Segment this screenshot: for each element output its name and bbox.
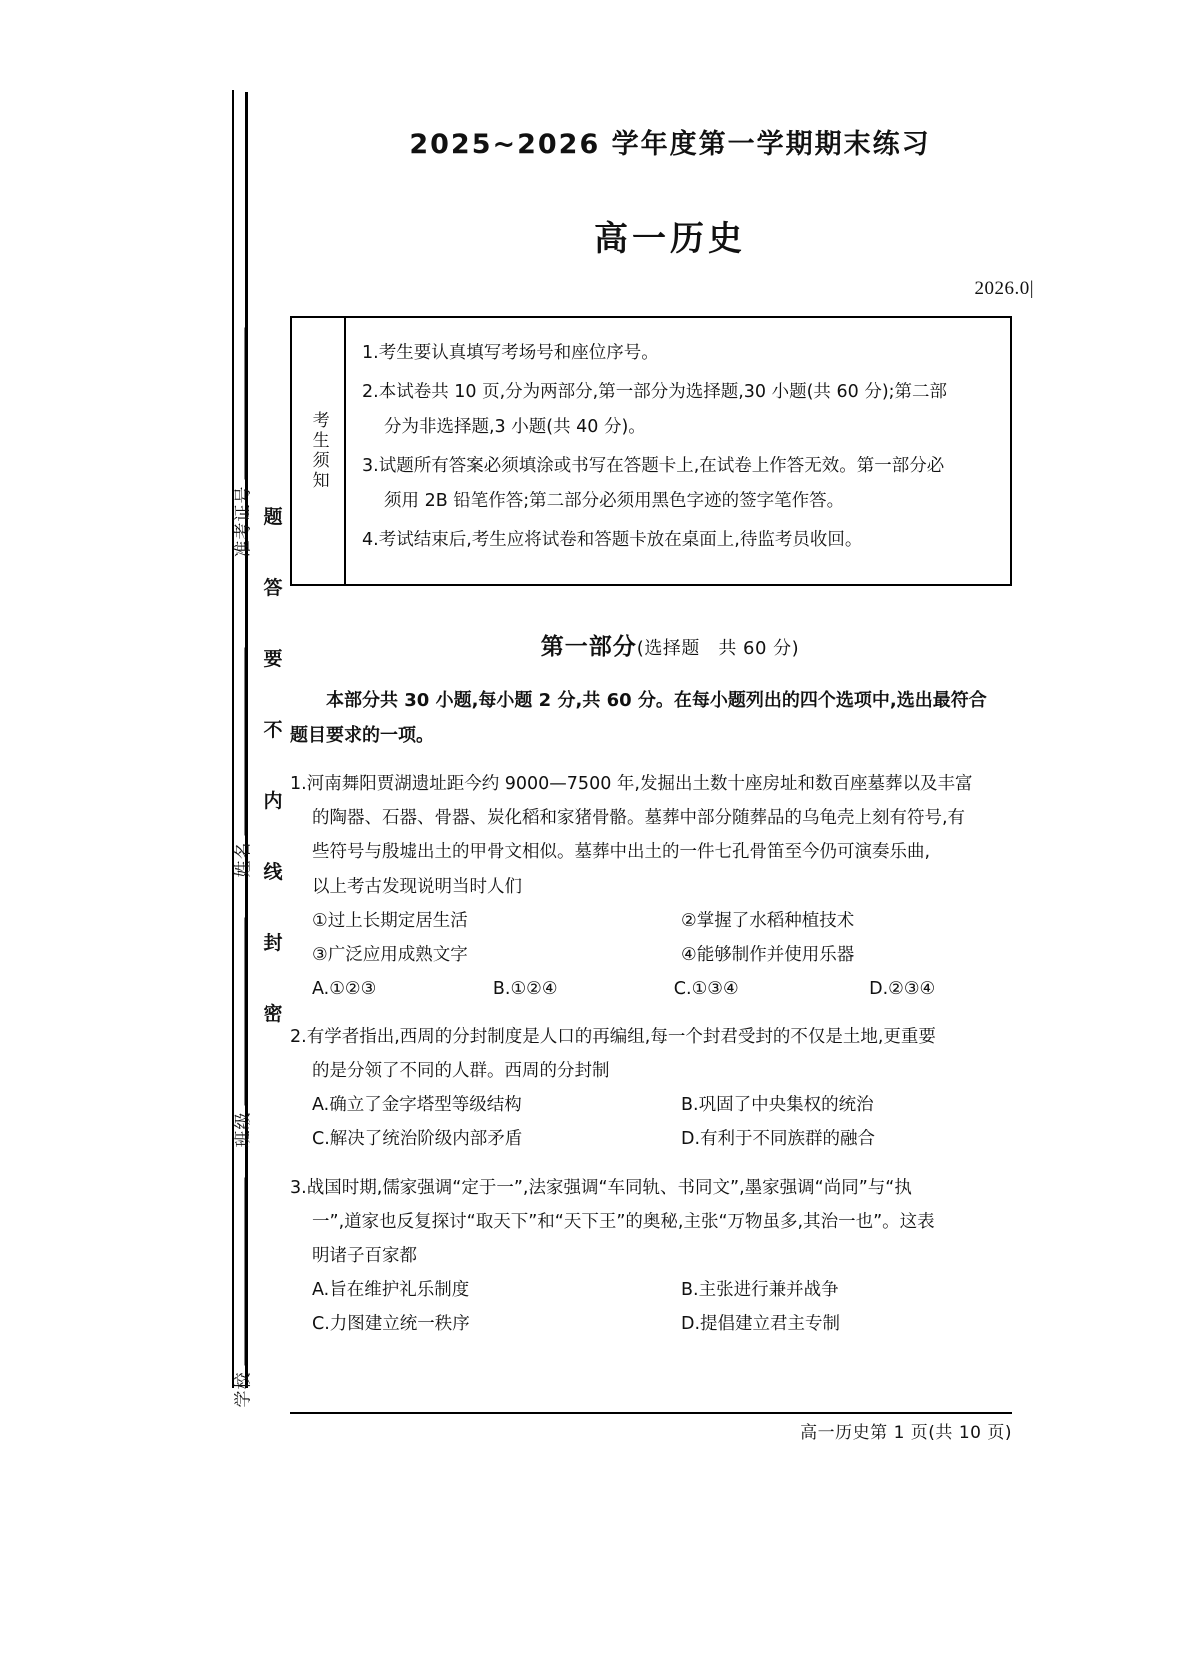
page-footer <box>290 1412 1012 1443</box>
field-label-student-name: 姓名 <box>233 841 254 878</box>
question-2 <box>290 1020 1050 1157</box>
field-label-class: 班级 <box>233 1111 254 1148</box>
notice-item-line: 1.考生要认真填写考场号和座位序号。 <box>362 343 659 363</box>
seal-line-sidebar <box>150 90 283 1408</box>
part-one-heading <box>290 628 1050 661</box>
notice-item-line: 须用 2B 铅笔作答;第二部分必须用黑色字迹的签字笔作答。 <box>384 491 845 511</box>
question-1-statements-row-1 <box>290 904 1050 938</box>
notice-item <box>362 449 1000 519</box>
notice-label-text: 考生须知 <box>308 411 329 491</box>
choice-c[interactable]: C.解决了统治阶级内部矛盾 <box>312 1129 523 1150</box>
choice-b[interactable]: B.主张进行兼并战争 <box>681 1279 839 1300</box>
stem-line: 2.有学者指出,西周的分封制度是人口的再编组,每一个封君受封的不仅是土地,更重要 <box>290 1027 936 1048</box>
seal-char: 封 <box>263 932 283 954</box>
field-label-school: 学校 <box>233 1371 254 1408</box>
stem-line: 明诸子百家都 <box>312 1245 417 1266</box>
question-1-statements-row-2 <box>290 938 1050 972</box>
question-3-choices-row-2 <box>290 1307 1050 1341</box>
exam-date: 2026.0| <box>974 278 1034 299</box>
stem-line: 3.战国时期,儒家强调“定于一”,法家强调“车同轨、书同文”,墨家强调“尚同”与“执 <box>290 1177 912 1198</box>
notice-item <box>362 523 1000 558</box>
seal-char: 线 <box>263 861 283 883</box>
choice-c[interactable]: C.①③④ <box>673 978 739 999</box>
stem-line: 的是分领了不同的人群。西周的分封制 <box>312 1061 610 1082</box>
question-3-choices-row-1 <box>290 1273 1050 1307</box>
choice-a[interactable]: A.确立了金字塔型等级结构 <box>312 1095 522 1116</box>
question-2-stem <box>290 1020 1050 1088</box>
field-student-name <box>229 648 254 878</box>
notice-item-line: 3.试题所有答案必须填涂或书写在答题卡上,在试卷上作答无效。第一部分必 <box>362 456 945 476</box>
page-title: 2025~2026 学年度第一学期期末练习 <box>409 129 931 160</box>
question-1-choices <box>290 972 1050 1006</box>
footer-text: 高一历史第 1 页(共 10 页) <box>800 1423 1012 1443</box>
seal-char: 内 <box>263 790 283 812</box>
question-3 <box>290 1171 1050 1342</box>
statement-option[interactable]: ③广泛应用成熟文字 <box>312 944 468 965</box>
choice-d[interactable]: D.有利于不同族群的融合 <box>681 1129 876 1150</box>
stem-line: 以上考古发现说明当时人们 <box>312 876 522 897</box>
seal-char: 密 <box>263 1003 283 1025</box>
write-line-school <box>245 1178 247 1366</box>
notice-item-line: 分为非选择题,3 小题(共 40 分)。 <box>384 417 646 437</box>
question-2-choices-row-1 <box>290 1088 1050 1122</box>
exam-content <box>290 100 1050 1341</box>
statement-option[interactable]: ①过上长期定居生活 <box>312 910 468 931</box>
notice-label-cell <box>292 318 346 584</box>
choice-d[interactable]: D.提倡建立君主专制 <box>681 1314 841 1335</box>
stem-line: 1.河南舞阳贾湖遗址距今约 9000—7500 年,发掘出土数十座房址和数百座墓葬以及丰富 <box>290 774 973 795</box>
seal-line-text <box>258 508 288 1076</box>
choice-a[interactable]: A.①②③ <box>312 978 377 999</box>
question-1 <box>290 767 1050 1006</box>
field-school <box>229 1178 254 1408</box>
candidate-notice-box <box>290 316 1012 586</box>
stem-line: 的陶器、石器、骨器、炭化稻和家猪骨骼。墓葬中部分随葬品的乌龟壳上刻有符号,有 <box>312 808 966 829</box>
field-label-admission-number: 准考证号 <box>233 485 254 558</box>
stem-line: 一”,道家也反复探讨“取天下”和“天下王”的奥秘,主张“万物虽多,其治一也”。这表 <box>312 1211 935 1232</box>
statement-option[interactable]: ②掌握了水稻种植技术 <box>681 910 855 931</box>
notice-item <box>362 375 1000 445</box>
choice-b[interactable]: B.①②④ <box>492 978 558 999</box>
seal-char: 不 <box>263 719 283 741</box>
choice-a[interactable]: A.旨在维护礼乐制度 <box>312 1279 470 1300</box>
question-2-choices-row-2 <box>290 1122 1050 1156</box>
choice-d[interactable]: D.②③④ <box>869 978 936 999</box>
notice-item <box>362 336 1000 371</box>
seal-char: 要 <box>263 648 283 670</box>
part-one-title: 第一部分 <box>540 634 637 660</box>
footer-rule <box>290 1412 1012 1414</box>
field-class <box>229 918 254 1148</box>
seal-char: 题 <box>263 506 283 528</box>
part-one-instructions-line: 本部分共 30 小题,每小题 2 分,共 60 分。在每小题列出的四个选项中,选出最符合 <box>326 690 987 711</box>
question-1-stem <box>290 767 1050 904</box>
choice-b[interactable]: B.巩固了中央集权的统治 <box>681 1095 874 1116</box>
field-admission-number <box>229 328 254 558</box>
part-one-instructions <box>290 683 1050 753</box>
statement-option[interactable]: ④能够制作并使用乐器 <box>681 944 855 965</box>
notice-item-line: 4.考试结束后,考生应将试卷和答题卡放在桌面上,待监考员收回。 <box>362 530 863 550</box>
choice-c[interactable]: C.力图建立统一秩序 <box>312 1314 470 1335</box>
subject-title: 高一历史 <box>594 219 746 259</box>
part-one-instructions-line: 题目要求的一项。 <box>290 725 434 747</box>
write-line-student-name <box>245 648 247 836</box>
seal-char: 答 <box>263 577 283 599</box>
notice-item-line: 2.本试卷共 10 页,分为两部分,第一部分为选择题,30 小题(共 60 分);第二部 <box>362 382 948 402</box>
write-line-admission-number <box>245 328 247 480</box>
stem-line: 些符号与殷墟出土的甲骨文相似。墓葬中出土的一件七孔骨笛至今仍可演奏乐曲, <box>312 842 931 863</box>
part-one-subtitle: (选择题 共 60 分) <box>636 638 800 659</box>
question-3-stem <box>290 1171 1050 1273</box>
notice-body <box>346 318 1010 584</box>
write-line-class <box>245 918 247 1106</box>
